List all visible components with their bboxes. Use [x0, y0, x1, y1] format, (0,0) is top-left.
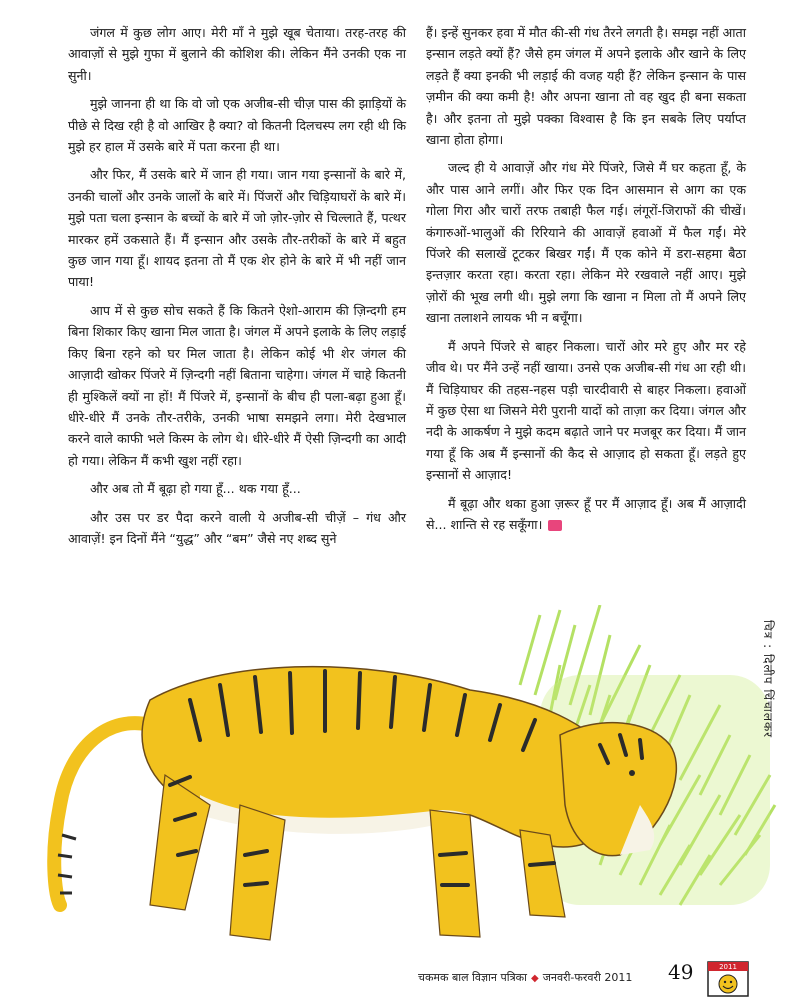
- tiger-eye: [629, 770, 635, 776]
- illustration-credit: चित्र : दिलीप चिंचालकर: [761, 620, 775, 739]
- tiger-illustration: [0, 605, 806, 975]
- paragraph: और फिर, मैं उसके बारे में जान ही गया। जान गया इन्सानों के बारे में, उनकी चालों और उनके जालों के बारे में। पिंजरों और चिड़ियाघरों के बारे में। मुझे पता चला इन्सान के बच्चों के बारे में जो ज़ोर-ज़ोर से चिल्लाते हैं, पत्थर मारकर हमें उकसाते हैं। मैं इन्सान और उसके तौर-तरीकों के बारे में बहुत कुछ जान गया हूँ। शायद इतना तो मैं एक शेर होने के बारे में भी नहीं जान पाया!: [68, 167, 406, 290]
- paragraph: मुझे जानना ही था कि वो जो एक अजीब-सी चीज़ पास की झाड़ियों के पीछे से दिख रही है वो आखिर है क्या? वो कितनी दिलचस्प लग रही थी कि मुझे हर हाल में उसके बारे में पता करना ही था।: [68, 96, 406, 155]
- footer-text: [418, 970, 632, 985]
- left-column: [68, 22, 406, 556]
- tiger-front-leg: [430, 810, 480, 937]
- issue-date: जनवरी-फरवरी 2011: [542, 971, 633, 984]
- right-column: [426, 22, 746, 542]
- paragraph: और अब तो मैं बूढ़ा हो गया हूँ... थक गया हूँ...: [90, 481, 301, 497]
- paragraph: जंगल में कुछ लोग आए। मेरी माँ ने मुझे खूब चेताया। तरह-तरह की आवाज़ों से मुझे गुफा में बुलाने की कोशिश की। लेकिन मैंने उनकी एक ना सुनी।: [68, 25, 406, 83]
- magazine-name: चकमक बाल विज्ञान पत्रिका: [418, 971, 527, 984]
- page-number: 49: [668, 960, 694, 984]
- diamond-icon: ◆: [530, 973, 539, 984]
- end-mark-icon: [548, 520, 562, 531]
- page-footer: [0, 958, 806, 998]
- calendar-year: 2011: [719, 963, 737, 971]
- closing-line: मैं बूढ़ा और थका हुआ ज़रूर हूँ पर मैं आज़ाद हूँ। अब मैं आज़ादी से... शान्ति से रह सकूँगा।: [426, 495, 746, 532]
- paragraph: [426, 493, 746, 536]
- calendar-smiley-icon: [704, 958, 752, 998]
- paragraph: आप में से कुछ सोच सकते हैं कि कितने ऐशो-आराम की ज़िन्दगी हम बिना शिकार किए खाना मिल जाता है। जंगल में अपने इलाके के लिए लड़ाई किए बिना रहने को घर मिल जाता है। लेकिन कोई भी शेर जंगल की आज़ादी खोकर पिंजरे में ज़िन्दगी नहीं बिताना चाहेगा। जंगल में चाहे कितनी ही मुश्किलें क्यों ना हों! मैं पिंजरे में, इन्सानों के बीच ही पला-बढ़ा हुआ हूँ। धीरे-धीरे मैं उनके तौर-तरीके, उनकी भाषा समझने लगा। मेरी देखभाल करने वाले काफी भले किस्म के लोग थे। धीरे-धीरे मैं ऐसी ज़िन्दगी का आदी हो गया। लेकिन मैं कभी खुश नहीं रहा।: [68, 302, 406, 468]
- tiger-back-leg: [230, 805, 285, 940]
- paragraph: जल्द ही ये आवाज़ें और गंध मेरे पिंजरे, जिसे मैं घर कहता हूँ, के और पास आने लगीं। और फिर एक दिन आसमान से आग का एक गोला गिरा और चारों तरफ तबाही फैल गई। लंगूरों-जिराफों की चीखें। कंगारुओं-भालुओं की रिरियाने की आवाज़ें हवाओं में फैल गईं। मेरे पिंजरे की सलाखें टूटकर बिखर गईं। मैं एक कोने में डरा-सहमा बैठा इन्तज़ार करता रहा। करता रहा। लेकिन मेरे रखवाले नहीं आए। मुझे ज़ोरों की भूख लगी थी। मुझे लगा कि खाना न मिला तो मैं अपने लिए खाना तलाशने लायक भी न बचूँगा।: [426, 160, 746, 326]
- paragraph: हैं। इन्हें सुनकर हवा में मौत की-सी गंध तैरने लगती है। समझ नहीं आता इन्सान लड़ते क्यों हैं? जैसे हम जंगल में अपने इलाके और खाने के लिए लड़ते हैं क्या इनकी भी लड़ाई की वजह यही हैं? लेकिन इन्सान के पास ज़मीन की क्या कमी है! और अपना खाना तो वह खुद ही बना सकता है। और इतना तो मुझे पक्का विश्वास है कि इन सबके लिए पर्याप्त खाना होता होगा।: [426, 25, 746, 148]
- paragraph: मैं अपने पिंजरे से बाहर निकला। चारों ओर मरे हुए और मर रहे जीव थे। पर मैंने उन्हें नहीं खाया। उनसे एक अजीब-सी गंध आ रही थी। मैं चिड़ियाघर की तहस-नहस पड़ी चारदीवारी से बाहर निकला। हवाओं में कुछ ऐसा था जिसने मेरी पुरानी यादों को ताज़ा कर दिया। जंगल और नदी के आकर्षण ने मुझे कदम बढ़ाते जाने पर मजबूर कर दिया। मैं जान गया हूँ कि अब मैं इन्सानों की कैद से आज़ाद हो सकता हूँ। लड़ते हुए इन्सानों से आज़ाद!: [426, 338, 746, 483]
- paragraph: और उस पर डर पैदा करने वाली ये अजीब-सी चीज़ें – गंध और आवाज़ें! इन दिनों मैंने “युद्ध” और “बम” जैसे नए शब्द सुने: [68, 509, 406, 546]
